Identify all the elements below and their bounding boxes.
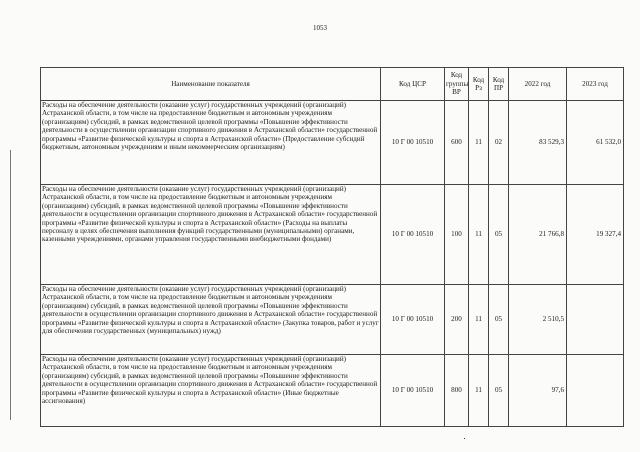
table-row (41, 285, 624, 355)
header-rz: Код Рз (469, 68, 489, 101)
row-vr: 600 (445, 101, 469, 185)
margin-rule (10, 150, 11, 420)
row-name: Расходы на обеспечение деятельности (оказание услуг) государственных учреждений (организаций) Астраханской области, в том числе на предоставление бюджетным и автономным учреждениям (организациям) субсидий, в рамках ведомственной целевой программы «Повышение эффективности деятельности в осуществлении организации спортивного движения в Астраханской области» государственной программы «Развитие физической культуры и спорта в Астраханской области» (Предоставление субсидий бюджетным, автономным учреждениям и иным некоммерческим организациям) (41, 101, 381, 185)
header-vr: Код группы ВР (445, 68, 469, 101)
row-2022: 21 766,8 (509, 185, 567, 285)
row-2023 (567, 355, 624, 427)
row-vr: 800 (445, 355, 469, 427)
row-pr: 05 (489, 185, 509, 285)
table-header-row (41, 68, 624, 101)
row-2023 (567, 285, 624, 355)
header-2023: 2023 год (567, 68, 624, 101)
row-2022: 2 510,5 (509, 285, 567, 355)
row-csr: 10 Г 00 10510 (381, 101, 445, 185)
row-vr: 100 (445, 185, 469, 285)
row-csr: 10 Г 00 10510 (381, 185, 445, 285)
row-rz: 11 (469, 355, 489, 427)
row-2023: 61 532,0 (567, 101, 624, 185)
row-pr: 05 (489, 285, 509, 355)
budget-table (40, 67, 624, 427)
row-name: Расходы на обеспечение деятельности (оказание услуг) государственных учреждений (организаций) Астраханской области, в том числе на предоставление бюджетным и автономным учреждениям (организациям) субсидий, в рамках ведомственной целевой программы «Повышение эффективности деятельности в осуществлении организации спортивного движения в Астраханской области» государственной программы «Развитие физической культуры и спорта в Астраханской области» (Закупка товаров, работ и услуг для обеспечения государственных (муниципальных) нужд) (41, 285, 381, 355)
header-pr: Код ПР (489, 68, 509, 101)
row-2022: 83 529,3 (509, 101, 567, 185)
table-row (41, 101, 624, 185)
row-csr: 10 Г 00 10510 (381, 355, 445, 427)
row-2022: 97,6 (509, 355, 567, 427)
row-vr: 200 (445, 285, 469, 355)
table-row (41, 185, 624, 285)
row-name: Расходы на обеспечение деятельности (оказание услуг) государственных учреждений (организаций) Астраханской области, в том числе на предоставление бюджетным и автономным учреждениям (организациям) субсидий, в рамках ведомственной целевой программы «Повышение эффективности деятельности в осуществлении организации спортивного движения в Астраханской области» государственной программы «Развитие физической культуры и спорта в Астраханской области» (Иные бюджетные ассигнования) (41, 355, 381, 427)
row-rz: 11 (469, 101, 489, 185)
row-rz: 11 (469, 185, 489, 285)
row-pr: 05 (489, 355, 509, 427)
page-number: 1053 (313, 24, 327, 32)
table-row (41, 355, 624, 427)
header-name: Наименование показателя (41, 68, 381, 101)
scan-speck (464, 438, 465, 439)
row-rz: 11 (469, 285, 489, 355)
row-csr: 10 Г 00 10510 (381, 285, 445, 355)
header-2022: 2022 год (509, 68, 567, 101)
row-name: Расходы на обеспечение деятельности (оказание услуг) государственных учреждений (организаций) Астраханской области, в том числе на предоставление бюджетным и автономным учреждениям (организациям) субсидий, в рамках ведомственной целевой программы «Повышение эффективности деятельности в осуществлении организации спортивного движения в Астраханской области» государственной программы «Развитие физической культуры и спорта в Астраханской области» (Расходы на выплаты персоналу в целях обеспечения выполнения функций государственными (муниципальными) органами, казенными учреждениями, органами управления государственными внебюджетными фондами) (41, 185, 381, 285)
header-csr: Код ЦСР (381, 68, 445, 101)
row-2023: 19 327,4 (567, 185, 624, 285)
row-pr: 02 (489, 101, 509, 185)
